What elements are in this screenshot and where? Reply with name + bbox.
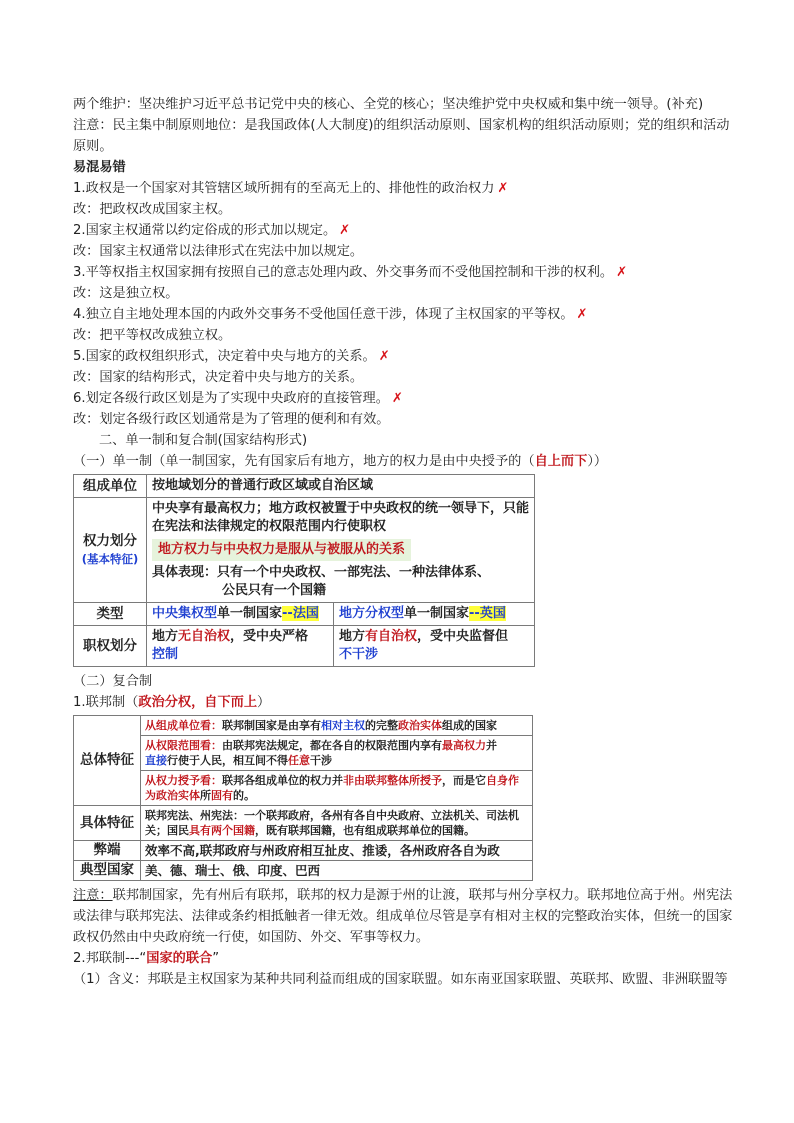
table-row [74,771,533,806]
federal-heading: 1.联邦制（政治分权，自下而上） [73,695,271,710]
cross-icon: ✗ [339,223,351,238]
confusion-list [73,178,733,430]
row-header: 组成单位 [74,475,147,498]
basic-feature-sublabel: (基本特征) [81,552,139,566]
unitary-table [73,474,535,667]
row-header: 弊端 [74,841,141,861]
correction-6: 改：划定各级行政区划通常是为了管理的便利和有效。 [73,412,390,427]
wrong-statement-5: 5.国家的政权组织形式，决定着中央与地方的关系。 ✗ [73,349,390,364]
table-cell: 联邦宪法、州宪法：一个联邦政府，各州有各自中央政府、立法机关、司法机关；国民具有两个国籍，既有联邦国籍，也有组成联邦单位的国籍。 [141,806,533,841]
unitary-heading: （一）单一制（单一制国家，先有国家后有地方，地方的权力是由中央授予的（自上而下）） [73,454,608,469]
document-page [73,94,733,990]
table-cell: 地方无自治权，受中央严格 控制 [147,626,334,667]
section-2-title: 二、单一制和复合制(国家结构形式) [99,433,308,448]
correction-3: 改：这是独立权。 [73,286,179,301]
highlight-box: 地方权力与中央权力是服从与被服从的关系 [152,539,411,561]
federal-table [73,715,533,881]
correction-4: 改：把平等权改成独立权。 [73,328,232,343]
wrong-statement-3: 3.平等权指主权国家拥有按照自己的意志处理内政、外交事务而不受他国控制和干涉的权利。 ✗ [73,265,628,280]
table-row [74,861,533,881]
wrong-statement-1: 1.政权是一个国家对其管辖区域所拥有的至高无上的、排他性的政治权力 ✗ [73,181,509,196]
wrong-statement-6: 6.划定各级行政区划是为了实现中央政府的直接管理。 ✗ [73,391,403,406]
table-cell: 美、德、瑞士、俄、印度、巴西 [141,861,533,881]
cross-icon: ✗ [378,349,390,364]
two-safeguards-text: 两个维护：坚决维护习近平总书记党中央的核心、全党的核心；坚决维护党中央权威和集中统一领导。(补充) [73,97,704,112]
correction-5: 改：国家的结构形式，决定着中央与地方的关系。 [73,370,364,385]
table-cell: 中央集权型单一制国家--法国 [147,603,334,626]
table-cell: 按地域划分的普通行政区域或自治区域 [147,475,535,498]
row-header: 类型 [74,603,147,626]
correction-1: 改：把政权改成国家主权。 [73,202,232,217]
confederation-heading: 2.邦联制---“国家的联合” [73,951,220,966]
table-cell: 从权力授予看：联邦各组成单位的权力并非由联邦整体所授予，而是它自身作为政治实体所固有的。 [141,771,533,806]
wrong-statement-2: 2.国家主权通常以约定俗成的形式加以规定。 ✗ [73,223,351,238]
table-cell: 地方有自治权，受中央监督但 不干涉 [334,626,535,667]
confederation-meaning: （1）含义：邦联是主权国家为某种共同利益而组成的国家联盟。如东南亚国家联盟、英联邦、欧盟、非洲联盟等 [73,972,728,987]
federal-note: 注意：联邦制国家，先有州后有联邦，联邦的权力是源于州的让渡，联邦与州分享权力。联邦地位高于州。州宪法或法律与联邦宪法、法律或条约相抵触者一律无效。组成单位尽管是享有相对主权的完整政治实体，但统一的国家政权仍然由中央政府统一行使，如国防、外交、军事等权力。 [73,888,733,945]
wrong-statement-4: 4.独立自主地处理本国的内政外交事务不受他国任意干涉，体现了主权国家的平等权。 ✗ [73,307,588,322]
table-row [74,603,535,626]
table-row [74,806,533,841]
table-cell: 效率不高,联邦政府与州政府相互扯皮、推诿，各州政府各自为政 [141,841,533,861]
row-header: 总体特征 [74,716,141,806]
cross-icon: ✗ [391,391,403,406]
row-header: 权力划分 (基本特征) [74,498,147,603]
cross-icon: ✗ [616,265,628,280]
table-row [74,736,533,771]
table-cell: 从权限范围看：由联邦宪法规定，都在各自的权限范围内享有最高权力并 直接行使于人民，相互间不得任意干涉 [141,736,533,771]
cross-icon: ✗ [497,181,509,196]
table-cell: 中央享有最高权力；地方政权被置于中央政权的统一领导下，只能在宪法和法律规定的权限范围内行使职权 地方权力与中央权力是服从与被服从的关系 具体表现：只有一个中央政权、一部宪法、一种法律体系、 公民只有一个国籍 [147,498,535,603]
row-header: 典型国家 [74,861,141,881]
table-row [74,841,533,861]
table-row [74,498,535,603]
compound-title: （二）复合制 [73,674,153,689]
row-header: 具体特征 [74,806,141,841]
table-row [74,475,535,498]
table-cell: 地方分权型单一制国家--英国 [334,603,535,626]
cross-icon: ✗ [576,307,588,322]
table-row [74,626,535,667]
confusion-title: 易混易错 [73,160,126,175]
democratic-centralism-note: 注意：民主集中制原则地位：是我国政体(人大制度)的组织活动原则、国家机构的组织活动原则；党的组织和活动原则。 [73,118,730,154]
row-header: 职权划分 [74,626,147,667]
table-cell: 从组成单位看：联邦制国家是由享有相对主权的完整政治实体组成的国家 [141,716,533,736]
correction-2: 改：国家主权通常以法律形式在宪法中加以规定。 [73,244,364,259]
table-row [74,716,533,736]
